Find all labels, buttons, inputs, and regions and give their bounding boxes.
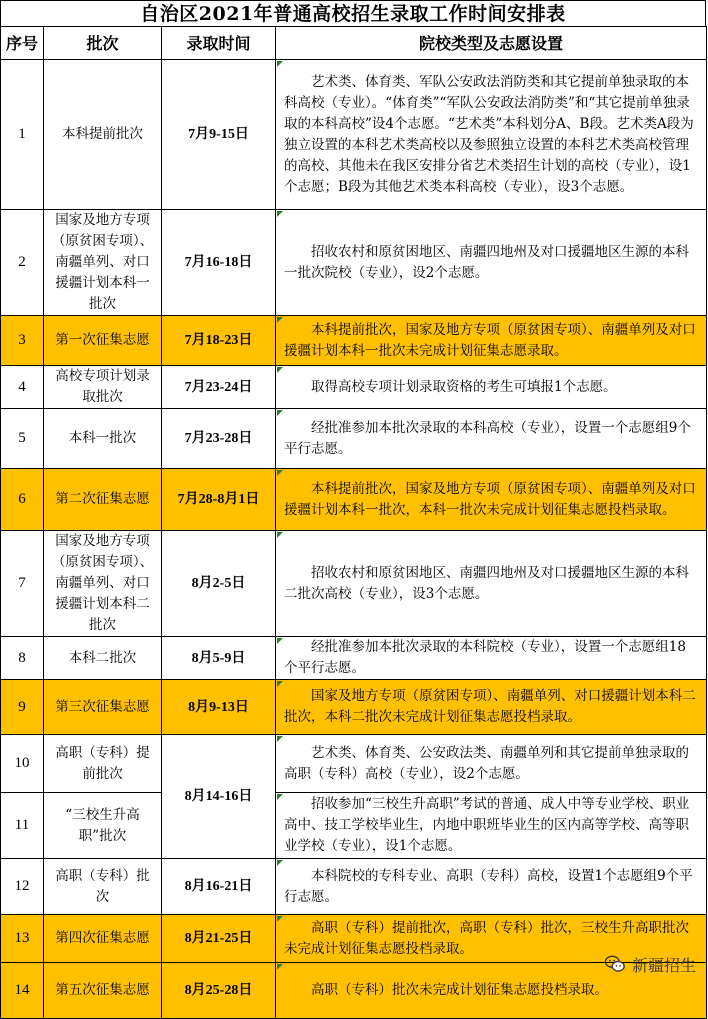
row-number: 4 (1, 366, 44, 409)
admission-time: 7月28-8月1日 (162, 469, 276, 531)
table-row (1, 680, 707, 735)
header-batch: 批次 (44, 27, 162, 60)
batch-description: 招收农村和原贫困地区、南疆四地州及对口援疆地区生源的本科一批次院校（专业），设2个志愿。 (276, 210, 707, 316)
batch-description: 艺术类、体育类、军队公安政法消防类和其它提前单独录取的本科高校（专业）。“体育类”“军队公安政法消防类”和“其它提前单独录取的本科高校”设4个志愿。“艺术类”本科划分A、B段。艺术类A段为独立设置的本科艺术类高校以及参照独立设置的本科艺术类高校管理的高校、其他未在我区安排分省艺术类招生计划的高校（专业），设1个志愿；B段为其他艺术类本科高校（专业），设3个志愿。 (276, 60, 707, 210)
table-row (1, 469, 707, 531)
admission-time: 8月25-28日 (162, 963, 276, 1019)
batch-description: 本科提前批次，国家及地方专项（原贫困专项）、南疆单列及对口援疆计划本科一批次，本科一批次未完成计划征集志愿投档录取。 (276, 469, 707, 531)
admission-time: 8月2-5日 (162, 531, 276, 637)
batch-name: 第二次征集志愿 (44, 469, 162, 531)
batch-name: 高职（专科）批次 (44, 859, 162, 915)
row-number: 2 (1, 210, 44, 316)
batch-description: 招收农村和原贫困地区、南疆四地州及对口援疆地区生源的本科二批次高校（专业），设3个志愿。 (276, 531, 707, 637)
batch-name: 高校专项计划录取批次 (44, 366, 162, 409)
row-number: 7 (1, 531, 44, 637)
batch-name: 本科提前批次 (44, 60, 162, 210)
batch-name: 第四次征集志愿 (44, 915, 162, 963)
batch-name: 国家及地方专项（原贫困专项）、南疆单列、对口援疆计划本科二批次 (44, 531, 162, 637)
batch-name: 第五次征集志愿 (44, 963, 162, 1019)
table-row (1, 60, 707, 210)
table-row (1, 531, 707, 637)
cell-comment-marker (277, 736, 283, 742)
table-row (1, 915, 707, 963)
table-row (1, 735, 707, 793)
cell-comment-marker (277, 470, 283, 476)
row-number: 10 (1, 735, 44, 793)
batch-description: 经批准参加本批次录取的本科院校（专业），设置一个志愿组18个平行志愿。 (276, 637, 707, 680)
cell-comment-marker (277, 532, 283, 538)
table-row (1, 316, 707, 366)
wechat-chat-bubbles-icon (604, 953, 626, 975)
admission-time: 8月9-13日 (162, 680, 276, 735)
admission-time: 8月5-9日 (162, 637, 276, 680)
batch-description: 本科提前批次，国家及地方专项（原贫困专项）、南疆单列及对口援疆计划本科一批次未完成计划征集志愿录取。 (276, 316, 707, 366)
watermark-text: 新疆招生 (631, 955, 696, 975)
batch-name: “三校生升高职”批次 (44, 793, 162, 859)
header-row (1, 27, 707, 60)
batch-name: 第三次征集志愿 (44, 680, 162, 735)
admission-time: 7月16-18日 (162, 210, 276, 316)
table-row (1, 366, 707, 409)
row-number: 13 (1, 915, 44, 963)
cell-comment-marker (277, 211, 283, 217)
batch-description: 高职（专科）提前批次，高职（专科）批次，三校生升高职批次未完成计划征集志愿投档录取。 (276, 915, 707, 963)
cell-comment-marker (277, 410, 283, 416)
admission-time: 8月14-16日 (162, 735, 276, 859)
row-number: 5 (1, 409, 44, 469)
batch-name: 高职（专科）提前批次 (44, 735, 162, 793)
cell-comment-marker (277, 860, 283, 866)
cell-comment-marker (277, 681, 283, 687)
batch-description: 艺术类、体育类、公安政法类、南疆单列和其它提前单独录取的高职（专科）高校（专业），设2个志愿。 (276, 735, 707, 793)
table-row (1, 963, 707, 1019)
admission-time: 8月16-21日 (162, 859, 276, 915)
batch-description: 国家及地方专项（原贫困专项）、南疆单列、对口援疆计划本科二批次，本科二批次未完成计划征集志愿投档录取。 (276, 680, 707, 735)
admission-time: 7月23-24日 (162, 366, 276, 409)
batch-name: 国家及地方专项（原贫困专项）、南疆单列、对口援疆计划本科一批次 (44, 210, 162, 316)
header-desc: 院校类型及志愿设置 (276, 27, 707, 60)
admission-time: 7月23-28日 (162, 409, 276, 469)
row-number: 12 (1, 859, 44, 915)
batch-description: 高职（专科）批次未完成计划征集志愿投档录取。 (276, 963, 707, 1019)
batch-description: 本科院校的专科专业、高职（专科）高校，设置1个志愿组9个平行志愿。 (276, 859, 707, 915)
row-number: 1 (1, 60, 44, 210)
batch-description: 经批准参加本批次录取的本科高校（专业），设置一个志愿组9个平行志愿。 (276, 409, 707, 469)
row-number: 3 (1, 316, 44, 366)
header-time: 录取时间 (162, 27, 276, 60)
row-number: 6 (1, 469, 44, 531)
batch-name: 本科二批次 (44, 637, 162, 680)
cell-comment-marker (277, 367, 283, 373)
row-number: 9 (1, 680, 44, 735)
row-number: 8 (1, 637, 44, 680)
table-row (1, 859, 707, 915)
batch-description: 招收参加“三校生升高职”考试的普通、成人中等专业学校、职业高中、技工学校毕业生，内地中职班毕业生的区内高等学校、高等职业学校（专业），设1个志愿。 (276, 793, 707, 859)
cell-comment-marker (277, 916, 283, 922)
admission-time: 7月9-15日 (162, 60, 276, 210)
batch-name: 第一次征集志愿 (44, 316, 162, 366)
cell-comment-marker (277, 317, 283, 323)
page-title: 自治区2021年普通高校招生录取工作时间安排表 (0, 0, 706, 26)
row-number: 14 (1, 963, 44, 1019)
cell-comment-marker (277, 638, 283, 644)
row-number: 11 (1, 793, 44, 859)
cell-comment-marker (277, 794, 283, 800)
batch-name: 本科一批次 (44, 409, 162, 469)
schedule-table (0, 26, 707, 1019)
table-row (1, 409, 707, 469)
admission-time: 7月18-23日 (162, 316, 276, 366)
header-no: 序号 (1, 27, 44, 60)
cell-comment-marker (277, 964, 283, 970)
table-row (1, 793, 707, 859)
table-row (1, 637, 707, 680)
admission-time: 8月21-25日 (162, 915, 276, 963)
table-row (1, 210, 707, 316)
watermark (604, 951, 696, 977)
cell-comment-marker (277, 61, 283, 67)
batch-description: 取得高校专项计划录取资格的考生可填报1个志愿。 (276, 366, 707, 409)
